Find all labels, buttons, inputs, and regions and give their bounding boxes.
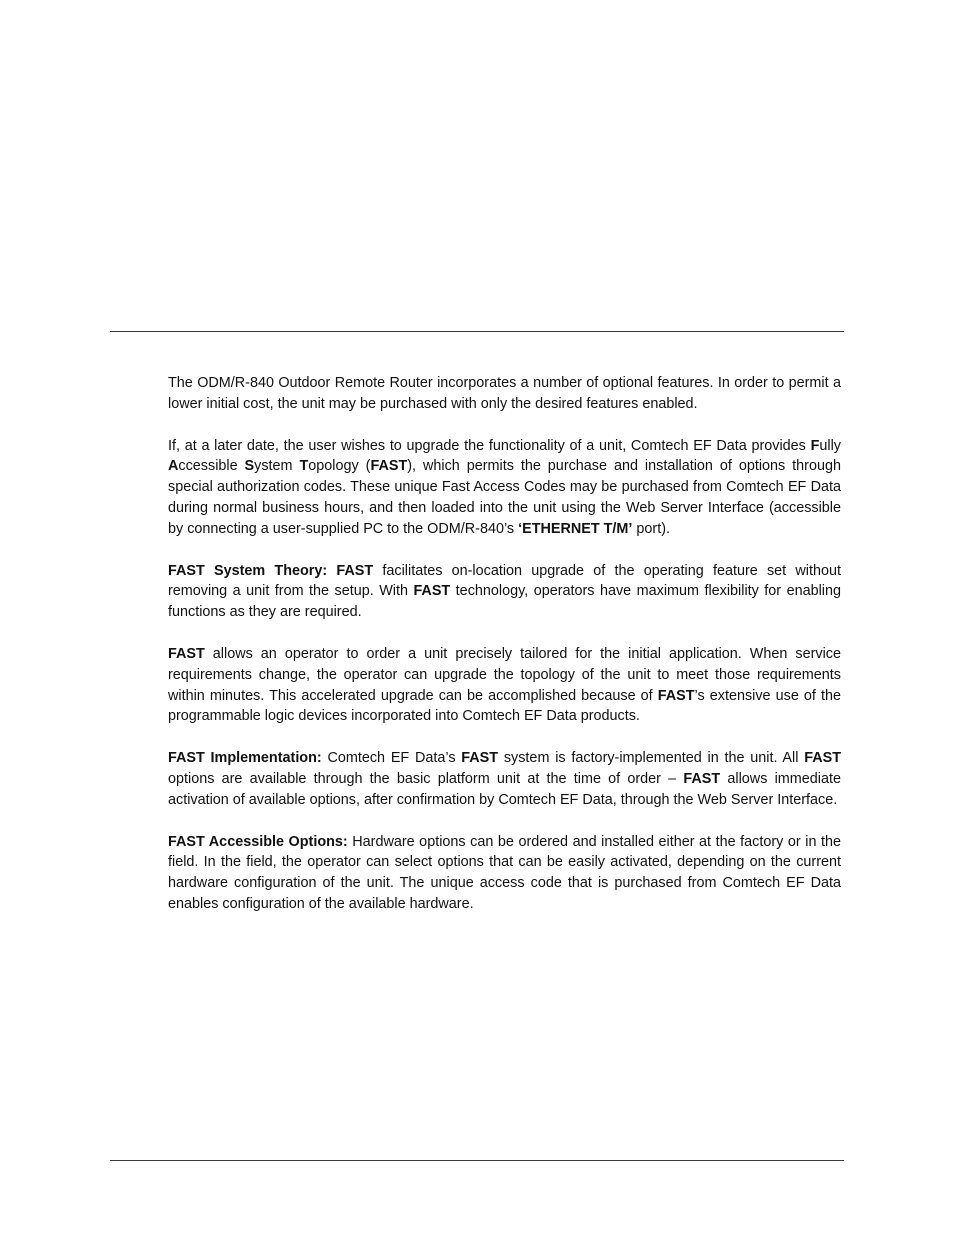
bottom-divider xyxy=(110,1160,844,1161)
paragraph-intro: The ODM/R-840 Outdoor Remote Router incorporates a number of optional features. In order to permit a lower initial cost, the unit may be purchased with only the desired features enabled. xyxy=(168,375,841,412)
ethernet-port-name: ‘ETHERNET T/M’ xyxy=(518,520,633,537)
paragraph-fast-allows: FAST allows an operator to order a unit precisely tailored for the initial application. When service requirements change, the operator can upgrade the topology of the unit to meet those requirements within minutes. This accelerated upgrade can be accomplished because of FAST’s extensive use of the programmable logic devices incorporated into Comtech EF Data products. xyxy=(168,645,841,725)
paragraph-system-theory: FAST System Theory: FAST facilitates on-location upgrade of the operating feature set without removing a unit from the setup. With FAST technology, operators have maximum flexibility for enabling functions as they are required. xyxy=(168,562,841,621)
section-label: FAST System Theory: FAST xyxy=(168,562,374,579)
section-label: FAST Implementation: xyxy=(168,750,322,767)
document-body xyxy=(168,373,841,936)
paragraph-implementation: FAST Implementation: Comtech EF Data’s FAST system is factory-implemented in the unit. All FAST options are available through the basic platform unit at the time of order – FAST allows immediate activation of available options, after confirmation by Comtech EF Data, through the Web Server Interface. xyxy=(168,750,841,808)
top-divider xyxy=(110,331,844,332)
section-label: FAST Accessible Options: xyxy=(168,833,348,850)
paragraph-fast-definition: If, at a later date, the user wishes to upgrade the functionality of a unit, Comtech EF Data provides Fully Accessible System Topology (FAST), which permits the purchase and installation of options through special authorization codes. These unique Fast Access Codes may be purchased from Comtech EF Data during normal business hours, and then loaded into the unit using the Web Server Interface (accessible by connecting a user-supplied PC to the ODM/R-840’s ‘ETHERNET T/M’ port). xyxy=(168,437,841,537)
paragraph-accessible-options: FAST Accessible Options: Hardware options can be ordered and installed either at the factory or in the field. In the field, the operator can select options that can be easily activated, depending on the current hardware configuration of the unit. The unique access code that is purchased from Comtech EF Data enables configuration of the available hardware. xyxy=(168,833,841,912)
